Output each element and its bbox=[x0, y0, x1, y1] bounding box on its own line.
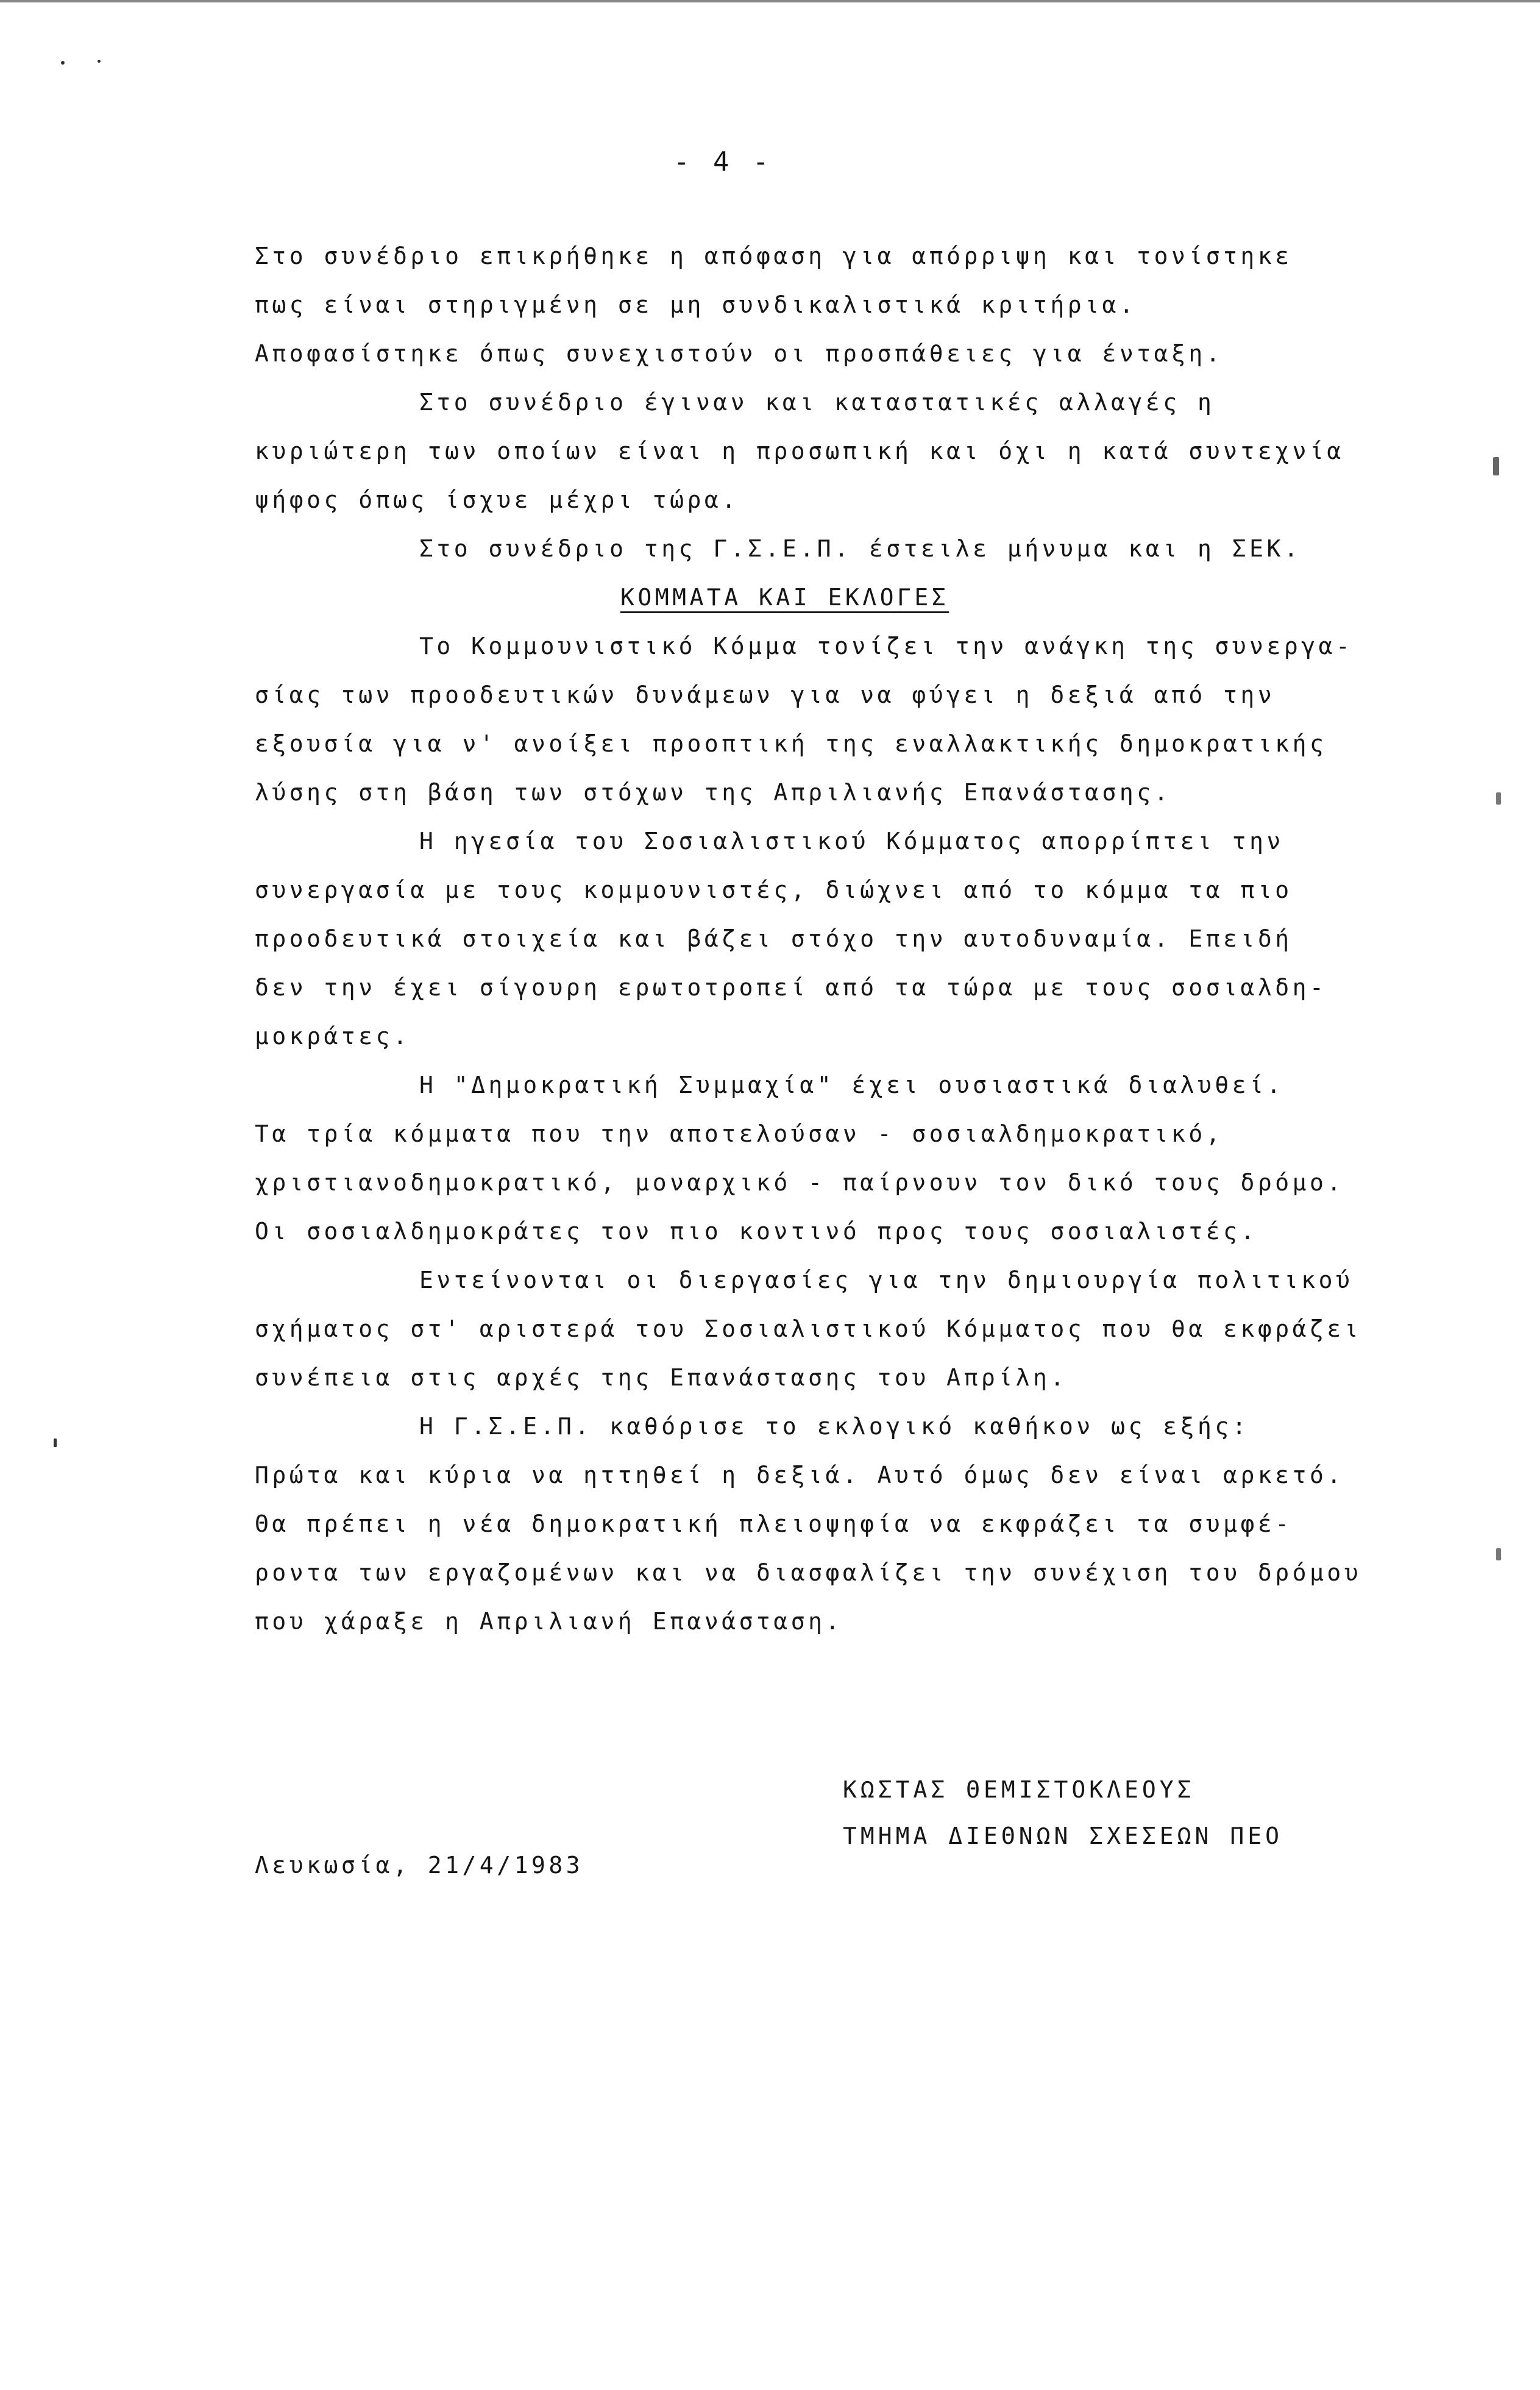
text-line: ροντα των εργαζομένων και να διασφαλίζει την συνέχιση του δρόμου bbox=[255, 1559, 1362, 1586]
signatory-department: ΤΜΗΜΑ ΔΙΕΘΝΩΝ ΣΧΕΣΕΩΝ ΠΕΟ bbox=[843, 1823, 1283, 1849]
scan-speck bbox=[54, 1439, 57, 1447]
text-line: Οι σοσιαλδημοκράτες τον πιο κοντινό προς τους σοσιαλιστές. bbox=[255, 1218, 1258, 1245]
paragraphs-before-heading bbox=[255, 232, 1449, 573]
scan-speck bbox=[98, 60, 101, 63]
text-line: Στο συνέδριο επικρήθηκε η απόφαση για απόρριψη και τονίστηκε bbox=[255, 243, 1293, 269]
text-line: Το Κομμουνιστικό Κόμμα τονίζει την ανάγκη της συνεργα- bbox=[419, 633, 1354, 660]
signature-block bbox=[843, 1766, 1283, 1859]
text-line: πως είναι στηριγμένη σε μη συνδικαλιστικά κριτήρια. bbox=[255, 291, 1137, 318]
text-line: Θα πρέπει η νέα δημοκρατική πλειοψηφία να εκφράζει τα συμφέ- bbox=[255, 1510, 1293, 1537]
text-line: Πρώτα και κύρια να ηττηθεί η δεξιά. Αυτό όμως δεν είναι αρκετό. bbox=[255, 1462, 1344, 1488]
scan-speck bbox=[1496, 1548, 1501, 1560]
text-line: Η "Δημοκρατική Συμμαχία" έχει ουσιαστικά διαλυθεί. bbox=[419, 1072, 1284, 1098]
scan-top-edge bbox=[0, 0, 1540, 2]
text-line: Εντείνονται οι διεργασίες για την δημιουργία πολιτικού bbox=[419, 1267, 1354, 1293]
text-line: Η ηγεσία του Σοσιαλιστικού Κόμματος απορρίπτει την bbox=[419, 828, 1284, 855]
body-text bbox=[255, 232, 1449, 1646]
text-line: λύσης στη βάση των στόχων της Απριλιανής Επανάστασης. bbox=[255, 779, 1172, 806]
text-line: εξουσία για ν' ανοίξει προοπτική της εναλλακτικής δημοκρατικής bbox=[255, 730, 1327, 757]
text-line: Η Γ.Σ.Ε.Π. καθόρισε το εκλογικό καθήκον ως εξής: bbox=[419, 1413, 1250, 1440]
text-line: Στο συνέδριο έγιναν και καταστατικές αλλαγές η bbox=[419, 389, 1215, 416]
text-line: προοδευτικά στοιχεία και βάζει στόχο την αυτοδυναμία. Επειδή bbox=[255, 925, 1293, 952]
text-line: Στο συνέδριο της Γ.Σ.Ε.Π. έστειλε μήνυμα και η ΣΕΚ. bbox=[419, 535, 1302, 562]
text-line: χριστιανοδημοκρατικό, μοναρχικό - παίρνουν τον δικό τους δρόμο. bbox=[255, 1169, 1344, 1196]
section-heading: ΚΟΜΜΑΤΑ ΚΑΙ ΕΚΛΟΓΕΣ bbox=[620, 584, 949, 611]
text-line: Τα τρία κόμματα που την αποτελούσαν - σοσιαλδημοκρατικό, bbox=[255, 1120, 1224, 1147]
text-line: Αποφασίστηκε όπως συνεχιστούν οι προσπάθειες για ένταξη. bbox=[255, 340, 1224, 367]
text-line: που χάραξε η Απριλιανή Επανάσταση. bbox=[255, 1608, 843, 1635]
place-date-line: Λευκωσία, 21/4/1983 bbox=[255, 1852, 584, 1879]
text-line: κυριώτερη των οποίων είναι η προσωπική και όχι η κατά συντεχνία bbox=[255, 438, 1344, 464]
text-line: μοκράτες. bbox=[255, 1023, 411, 1050]
scan-speck bbox=[1493, 457, 1499, 475]
place-and-date bbox=[255, 1841, 583, 1890]
text-line: σίας των προοδευτικών δυνάμεων για να φύγει η δεξιά από την bbox=[255, 681, 1276, 708]
text-line: συνέπεια στις αρχές της Επανάστασης του Απρίλη. bbox=[255, 1364, 1068, 1391]
text-line: συνεργασία με τους κομμουνιστές, διώχνει από το κόμμα τα πιο bbox=[255, 877, 1293, 903]
scan-speck bbox=[1496, 792, 1501, 805]
text-line: ψήφος όπως ίσχυε μέχρι τώρα. bbox=[255, 486, 739, 513]
text-line: σχήματος στ' αριστερά του Σοσιαλιστικού Κόμματος που θα εκφράζει bbox=[255, 1315, 1362, 1342]
scan-speck bbox=[61, 61, 65, 65]
page-number: - 4 - bbox=[673, 146, 773, 177]
text-line: δεν την έχει σίγουρη ερωτοτροπεί από τα τώρα με τους σοσιαλδη- bbox=[255, 974, 1327, 1001]
paragraphs-after-heading bbox=[255, 622, 1449, 1646]
signatory-name: ΚΩΣΤΑΣ ΘΕΜΙΣΤΟΚΛΕΟΥΣ bbox=[843, 1776, 1195, 1803]
